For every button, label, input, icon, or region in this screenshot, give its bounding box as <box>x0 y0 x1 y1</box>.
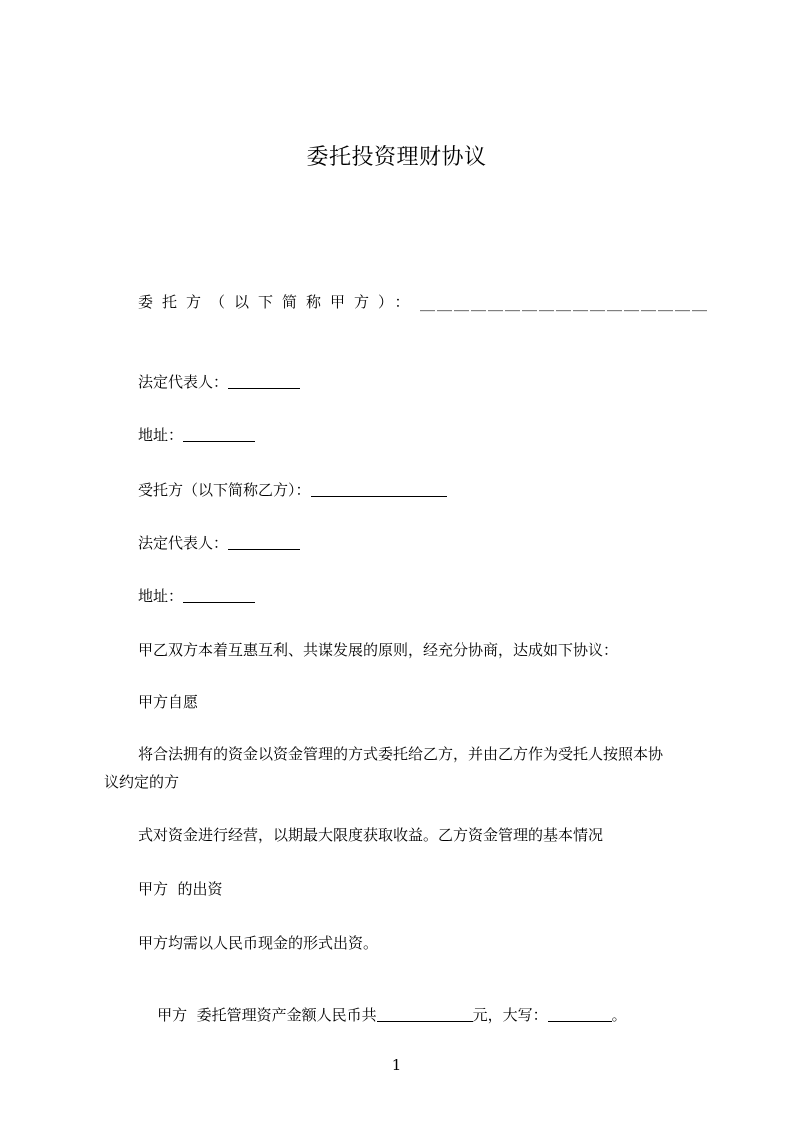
amount-words-blank <box>548 1005 612 1022</box>
principal-line <box>138 292 419 312</box>
representative-blank <box>228 533 300 550</box>
clause-line-3: 式对资金进行经营，以期最大限度获取收益。乙方资金管理的基本情况 <box>138 826 604 844</box>
contribution-form: 甲方均需以人民币现金的形式出资。 <box>138 934 379 952</box>
representative-label: 法定代表人： <box>138 373 229 391</box>
agent-label: 受托方（以下简称乙方）： <box>138 481 311 499</box>
principal-blank: ＿＿＿＿＿＿＿＿＿＿＿＿＿＿＿＿＿ <box>420 295 710 313</box>
address-blank <box>183 425 255 442</box>
document-title: 委托投资理财协议 <box>306 145 487 170</box>
address-label: 地址： <box>138 426 184 444</box>
amount-suffix: 。 <box>611 1006 627 1024</box>
amount-figure-blank <box>377 1005 473 1022</box>
page-number: 1 <box>391 1056 402 1074</box>
party-a-willing-heading: 甲方自愿 <box>138 693 199 711</box>
clause-line-2: 议约定的方 <box>104 773 180 791</box>
contribution-heading: 甲方 的出资 <box>138 880 223 898</box>
clause-line-1: 将合法拥有的资金以资金管理的方式委托给乙方，并由乙方作为受托人按照本协 <box>138 745 664 763</box>
agent-blank <box>311 480 447 497</box>
agent-line <box>138 480 447 500</box>
principal-address-line <box>138 425 255 445</box>
intro-paragraph: 甲乙双方本着互惠互利、共谋发展的原则，经充分协商，达成如下协议： <box>138 641 619 659</box>
principal-label: 委托方（以下简称甲方）： <box>138 293 419 311</box>
amount-prefix: 甲方 委托管理资产金额人民币共 <box>157 1006 377 1024</box>
representative-blank <box>228 372 300 389</box>
agent-address-line <box>138 586 255 606</box>
representative-label: 法定代表人： <box>138 534 229 552</box>
principal-representative-line <box>138 372 300 392</box>
agent-representative-line <box>138 533 300 553</box>
amount-middle: 元，大写： <box>472 1006 548 1024</box>
address-blank <box>183 586 255 603</box>
amount-line <box>138 985 627 1045</box>
address-label: 地址： <box>138 587 184 605</box>
